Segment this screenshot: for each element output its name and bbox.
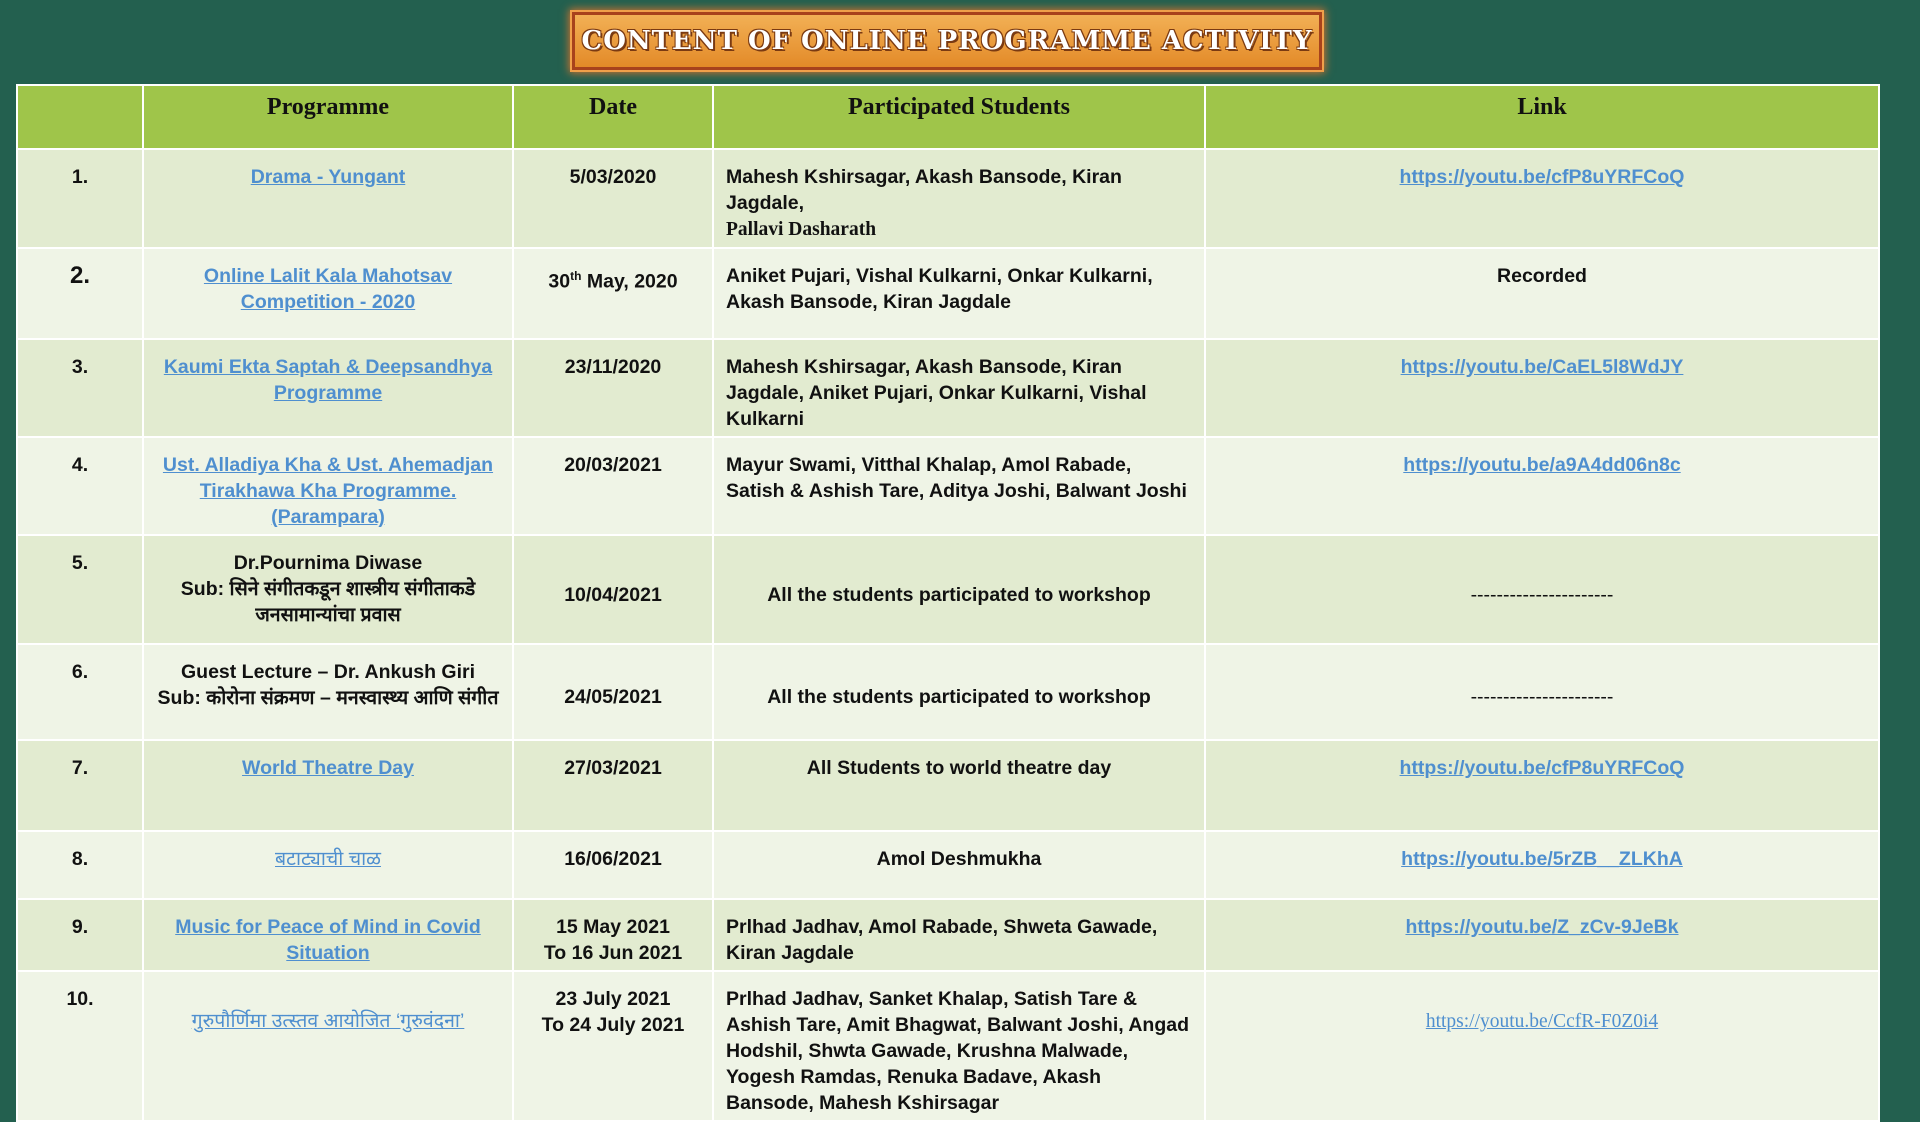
lecturer-name: Guest Lecture – Dr. Ankush Giri (180, 661, 476, 683)
header-programme: Programme (143, 85, 513, 149)
header-students: Participated Students (713, 85, 1205, 149)
youtube-link[interactable]: https://youtu.be/cfP8uYRFCoQ (1399, 166, 1685, 188)
students-line: Mahesh Kshirsagar, Akash Bansode, Kiran Jagdale, (726, 166, 1122, 214)
row-number: 10. (17, 971, 143, 1121)
row-date: 10/04/2021 (513, 535, 713, 644)
youtube-link[interactable]: https://youtu.be/a9A4dd06n8c (1403, 454, 1681, 476)
link-status: Recorded (1205, 248, 1879, 339)
link-placeholder: ---------------------- (1205, 644, 1879, 740)
programme-link[interactable]: World Theatre Day (242, 757, 414, 779)
programme-cell (143, 535, 513, 644)
table-row (17, 740, 1879, 831)
lecture-subject: Sub: सिने संगीतकडून शास्त्रीय संगीताकडे जनसामान्यांचा प्रवास (180, 578, 476, 626)
page-title-banner (572, 12, 1322, 70)
table-row (17, 971, 1879, 1121)
programme-link[interactable]: बटाट्याची चाळ (275, 848, 381, 870)
row-students: All Students to world theatre day (713, 740, 1205, 831)
table-row (17, 437, 1879, 535)
table-row (17, 831, 1879, 899)
table-row (17, 535, 1879, 644)
header-link: Link (1205, 85, 1879, 149)
youtube-link[interactable]: https://youtu.be/cfP8uYRFCoQ (1399, 757, 1685, 779)
row-students: Amol Deshmukha (713, 831, 1205, 899)
row-date (513, 248, 713, 339)
row-students (713, 149, 1205, 248)
programme-link[interactable]: Drama - Yungant (250, 166, 406, 188)
row-students: Aniket Pujari, Vishal Kulkarni, Onkar Kulkarni, Akash Bansode, Kiran Jagdale (713, 248, 1205, 339)
students-line: Pallavi Dasharath (726, 219, 877, 240)
lecturer-name: Dr.Pournima Diwase (233, 552, 423, 574)
lecture-subject: Sub: कोरोना संक्रमण – मनस्वास्थ्य आणि संगीत (157, 687, 499, 709)
row-number: 1. (17, 149, 143, 248)
row-number: 7. (17, 740, 143, 831)
row-date (513, 971, 713, 1121)
table-row (17, 644, 1879, 740)
programme-link[interactable]: Music for Peace of Mind in Covid Situation (175, 916, 481, 964)
row-date (513, 899, 713, 971)
youtube-link[interactable]: https://youtu.be/CaEL5l8WdJY (1400, 356, 1684, 378)
header-date: Date (513, 85, 713, 149)
page-title: CONTENT OF ONLINE PROGRAMME ACTIVITY (581, 26, 1313, 56)
programme-table (16, 84, 1880, 1122)
row-date: 27/03/2021 (513, 740, 713, 831)
row-number: 6. (17, 644, 143, 740)
programme-cell (143, 644, 513, 740)
row-number: 9. (17, 899, 143, 971)
row-date: 20/03/2021 (513, 437, 713, 535)
table-row (17, 149, 1879, 248)
link-placeholder: ---------------------- (1205, 535, 1879, 644)
row-date: 5/03/2020 (513, 149, 713, 248)
row-students: Mahesh Kshirsagar, Akash Bansode, Kiran Jagdale, Aniket Pujari, Onkar Kulkarni, Vishal Kulkarni (713, 339, 1205, 437)
row-date: 23/11/2020 (513, 339, 713, 437)
programme-link[interactable]: गुरुपौर्णिमा उत्स्तव आयोजित ‘गुरुवंदना’ (191, 1010, 465, 1032)
row-students: Prlhad Jadhav, Amol Rabade, Shweta Gawade, Kiran Jagdale (713, 899, 1205, 971)
youtube-link[interactable]: https://youtu.be/CcfR-F0Z0i4 (1425, 1011, 1659, 1032)
row-number: 3. (17, 339, 143, 437)
date-start: 15 May 2021 (556, 916, 670, 938)
row-students: Prlhad Jadhav, Sanket Khalap, Satish Tare & Ashish Tare, Amit Bhagwat, Balwant Joshi, Angad Hodshil, Shwta Gawade, Krushna Malwade, Yogesh Ramdas, Renuka Badave, Akash Bansode, Mahesh Kshirsagar (713, 971, 1205, 1121)
table-header-row (17, 85, 1879, 149)
date-end: To 16 Jun 2021 (543, 942, 683, 964)
table-row (17, 339, 1879, 437)
date-end: To 24 July 2021 (541, 1014, 685, 1036)
date-suffix: th (570, 269, 582, 283)
row-date: 24/05/2021 (513, 644, 713, 740)
row-students: All the students participated to workshop (713, 644, 1205, 740)
youtube-link[interactable]: https://youtu.be/Z_zCv-9JeBk (1405, 916, 1679, 938)
row-date: 16/06/2021 (513, 831, 713, 899)
date-start: 23 July 2021 (555, 988, 671, 1010)
row-number: 4. (17, 437, 143, 535)
row-students: Mayur Swami, Vitthal Khalap, Amol Rabade, Satish & Ashish Tare, Aditya Joshi, Balwant Joshi (713, 437, 1205, 535)
date-day: 30 (548, 270, 571, 293)
row-number: 2. (69, 262, 90, 289)
date-rest: May, 2020 (581, 270, 678, 293)
row-number: 8. (17, 831, 143, 899)
row-number: 5. (17, 535, 143, 644)
table-row (17, 899, 1879, 971)
programme-link[interactable]: Online Lalit Kala Mahotsav Competition - 2020 (203, 265, 453, 313)
table-row (17, 248, 1879, 339)
youtube-link[interactable]: https://youtu.be/5rZB__ZLKhA (1401, 848, 1683, 870)
row-students: All the students participated to workshop (713, 535, 1205, 644)
programme-link[interactable]: Ust. Alladiya Kha & Ust. Ahemadjan Tirakhawa Kha Programme. (Parampara) (162, 454, 494, 528)
programme-link[interactable]: Kaumi Ekta Saptah & Deepsandhya Programme (163, 356, 493, 404)
header-serial (17, 85, 143, 149)
